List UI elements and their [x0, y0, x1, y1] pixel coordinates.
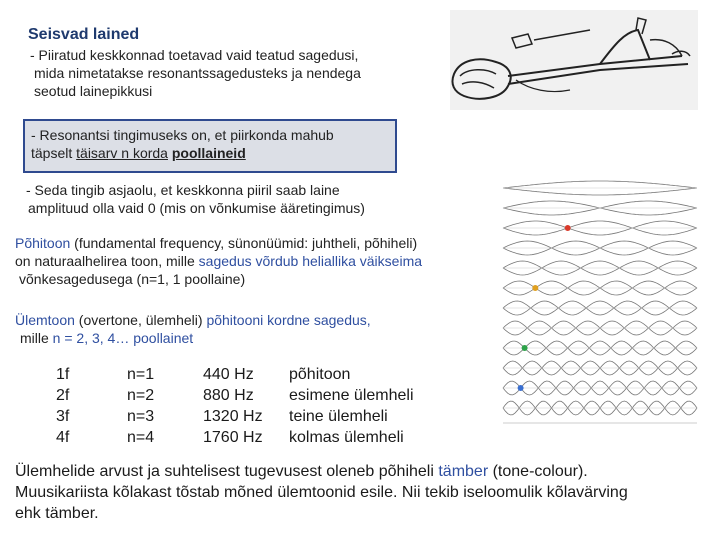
- half-wave-count: n=1: [127, 366, 155, 383]
- harmonics-table: [48, 364, 459, 448]
- harmonic-marker-dot: [522, 345, 528, 351]
- overtone-paragraph: Ülemtoon (overtone, ülemheli) põhitooni kordne sagedus, mille n = 2, 3, 4… poollainet: [15, 312, 371, 346]
- harmonic-row: [48, 427, 459, 448]
- harmonic-row: [48, 385, 459, 406]
- timbre-term: tämber: [438, 463, 489, 480]
- boundary-paragraph: [26, 181, 446, 217]
- harmonic-marker-dot: [518, 385, 524, 391]
- harmonic-row: [48, 406, 459, 427]
- standing-wave-curve: [503, 188, 697, 195]
- fundamental-paragraph: Põhitoon (fundamental frequency, sünonüümid: juhtheli, põhiheli) on naturaalhelirea toon, mille sagedus võrdub heliallika väikseima võnkesagedusega (n=1, 1 poollaine): [15, 235, 423, 287]
- box-line-2a: täpselt: [31, 145, 77, 161]
- intro-line-2: mida nimetatakse resonantssagedusteks ja nendega: [34, 65, 361, 81]
- fundamental-definition: sagedus võrdub heliallika väikseima: [198, 253, 423, 269]
- frequency-value: 1320 Hz: [203, 408, 263, 425]
- boundary-line-2: amplituud olla vaid 0 (mis on võnkumise ääretingimus): [28, 200, 365, 216]
- fundamental-term: Põhitoon: [15, 235, 71, 251]
- boundary-line-1: - Seda tingib asjaolu, et keskkonna piiril saab laine: [26, 182, 340, 198]
- resonance-condition-box: [23, 119, 397, 173]
- intro-paragraph: [30, 46, 430, 100]
- harmonic-multiple: 1f: [56, 366, 70, 383]
- timbre-paragraph: Ülemhelide arvust ja suhtelisest tugevusest oleneb põhiheli tämber (tone-colour). Muusikariista kõlakast tõstab mõned ülemtoonid esile. Nii tekib iseloomulik kõlavärving ehk tämber.: [15, 463, 628, 522]
- harmonic-name: põhitoon: [289, 366, 351, 383]
- overtone-term: Ülemtoon: [15, 312, 75, 328]
- harmonic-name: kolmas ülemheli: [289, 429, 404, 446]
- box-line-1: - Resonantsi tingimuseks on, et piirkonda mahub: [31, 127, 334, 143]
- intro-line-3: seotud lainepikkusi: [34, 83, 153, 99]
- harmonic-marker-dot: [532, 285, 538, 291]
- harmonic-multiple: 3f: [56, 408, 70, 425]
- frequency-value: 440 Hz: [203, 366, 254, 383]
- harmonic-row: [48, 364, 459, 385]
- violin-illustration: [450, 10, 698, 110]
- frequency-value: 880 Hz: [203, 387, 254, 404]
- half-wave-count: n=2: [127, 387, 155, 404]
- half-waves-term: poollaineid: [171, 145, 246, 161]
- harmonic-multiple: 4f: [56, 429, 70, 446]
- standing-wave-curve: [503, 181, 697, 188]
- harmonic-marker-dot: [565, 225, 571, 231]
- harmonic-name: esimene ülemheli: [289, 387, 414, 404]
- slide-title: Seisvad lained: [28, 26, 140, 43]
- half-wave-count: n=3: [127, 408, 155, 425]
- half-wave-count: n=4: [127, 429, 155, 446]
- harmonic-name: teine ülemheli: [289, 408, 388, 425]
- harmonic-multiple: 2f: [56, 387, 70, 404]
- frequency-value: 1760 Hz: [203, 429, 263, 446]
- standing-waves-diagram: [497, 168, 707, 433]
- intro-line-1: - Piiratud keskkonnad toetavad vaid teatud sagedusi,: [30, 47, 359, 63]
- integer-n-phrase: täisarv n korda: [76, 145, 168, 161]
